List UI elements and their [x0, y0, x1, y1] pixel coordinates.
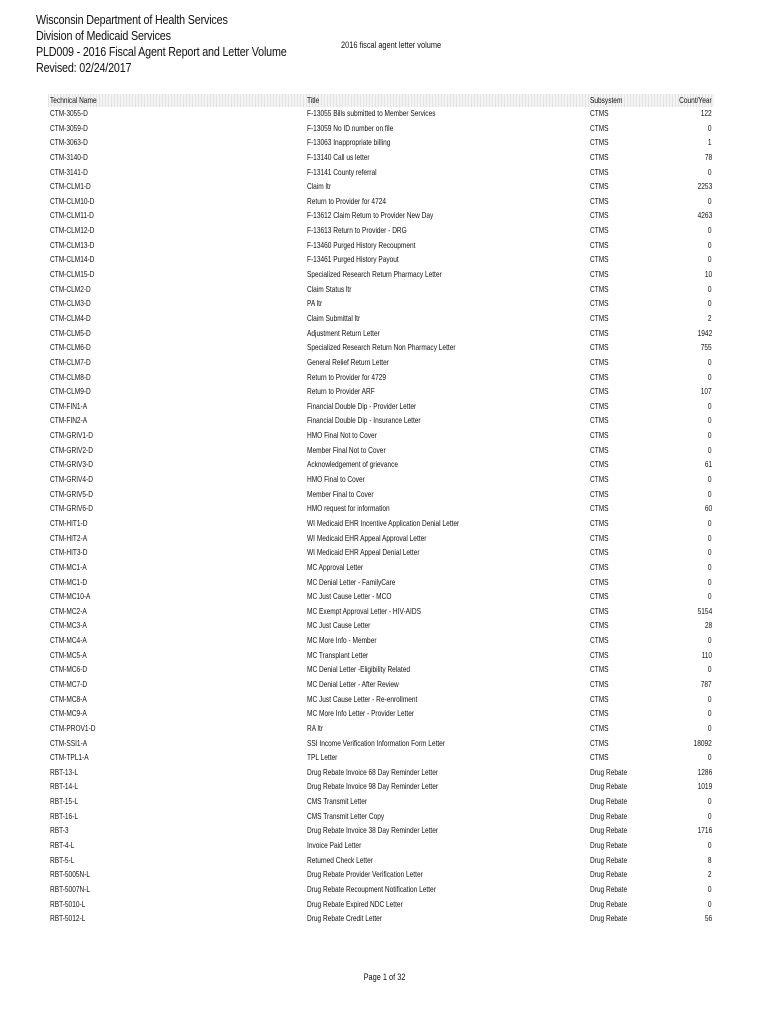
count-cell: 110 — [701, 650, 712, 660]
table-row — [48, 576, 714, 591]
count-cell: 2 — [708, 870, 712, 880]
table-row — [48, 766, 714, 781]
technical-name-cell: CTM-CLM6-D — [50, 343, 91, 353]
count-cell: 0 — [708, 196, 712, 206]
technical-name-cell: CTM-HIT1-D — [50, 518, 88, 528]
table-row — [48, 268, 714, 283]
technical-name-cell: CTM-CLM13-D — [50, 240, 95, 250]
subsystem-cell: CTMS — [590, 343, 609, 353]
count-cell: 787 — [701, 679, 712, 689]
table-row — [48, 590, 714, 605]
technical-name-cell: RBT-4-L — [50, 841, 75, 851]
table-row — [48, 737, 714, 752]
title-cell: Drug Rebate Invoice 68 Day Reminder Letter — [307, 767, 439, 777]
count-cell: 0 — [708, 577, 712, 587]
subsystem-cell: CTMS — [590, 606, 609, 616]
table-row — [48, 810, 714, 825]
subsystem-cell: CTMS — [590, 475, 609, 485]
title-cell: Return to Provider ARF — [307, 387, 375, 397]
count-cell: 1286 — [697, 767, 712, 777]
title-cell: WI Medicaid EHR Appeal Denial Letter — [307, 548, 420, 558]
technical-name-cell: CTM-MC5-A — [50, 650, 87, 660]
subsystem-cell: CTMS — [590, 679, 609, 689]
title-cell: MC Just Cause Letter - MCO — [307, 592, 392, 602]
subsystem-cell: CTMS — [590, 753, 609, 763]
technical-name-cell: CTM-3063-D — [50, 138, 88, 148]
table-row — [48, 751, 714, 766]
title-cell: F-13461 Purged History Payout — [307, 255, 399, 265]
technical-name-cell: CTM-CLM12-D — [50, 226, 95, 236]
technical-name-cell: CTM-GRIV1-D — [50, 431, 93, 441]
technical-name-cell: RBT-3 — [50, 826, 69, 836]
technical-name-cell: CTM-CLM7-D — [50, 357, 91, 367]
count-cell: 2 — [708, 313, 712, 323]
count-cell: 122 — [701, 109, 712, 118]
table-row — [48, 180, 714, 195]
subsystem-cell: CTMS — [590, 723, 609, 733]
table-row — [48, 795, 714, 810]
table-row — [48, 444, 714, 459]
page-footer — [0, 972, 770, 982]
table-row — [48, 253, 714, 268]
table-row — [48, 136, 714, 151]
title-cell: Financial Double Dip - Insurance Letter — [307, 416, 421, 426]
title-cell: F-13460 Purged History Recoupment — [307, 240, 416, 250]
count-cell: 0 — [708, 240, 712, 250]
subsystem-cell: CTMS — [590, 284, 609, 294]
title-cell: MC Transplant Letter — [307, 650, 369, 660]
subsystem-cell: CTMS — [590, 460, 609, 470]
technical-name-cell: CTM-HIT3-D — [50, 548, 88, 558]
title-cell: Return to Provider for 4724 — [307, 196, 387, 206]
subsystem-cell: CTMS — [590, 240, 609, 250]
subsystem-cell: CTMS — [590, 533, 609, 543]
column-header-technical-name: Technical Name — [50, 96, 97, 105]
technical-name-cell: RBT-14-L — [50, 782, 79, 792]
subsystem-cell: CTMS — [590, 562, 609, 572]
title-cell: HMO Final Not to Cover — [307, 431, 377, 441]
title-cell: Claim Submittal ltr — [307, 313, 361, 323]
title-cell: Drug Rebate Expired NDC Letter — [307, 899, 403, 909]
count-cell: 78 — [704, 152, 712, 162]
count-cell: 0 — [708, 533, 712, 543]
count-cell: 0 — [708, 226, 712, 236]
table-row — [48, 868, 714, 883]
title-cell: F-13140 Call us letter — [307, 152, 370, 162]
subsystem-cell: Drug Rebate — [590, 870, 628, 880]
title-cell: CMS Transmit Letter — [307, 797, 368, 807]
title-cell: WI Medicaid EHR Incentive Application Denial Letter — [307, 518, 460, 528]
count-cell: 0 — [708, 884, 712, 894]
count-cell: 0 — [708, 255, 712, 265]
subsystem-cell: CTMS — [590, 738, 609, 748]
table-row — [48, 151, 714, 166]
table-row — [48, 297, 714, 312]
count-cell: 0 — [708, 665, 712, 675]
table-row — [48, 634, 714, 649]
title-cell: MC Denial Letter -Eligibility Related — [307, 665, 411, 675]
technical-name-cell: CTM-MC4-A — [50, 636, 87, 646]
count-cell: 10 — [704, 270, 712, 280]
table-row — [48, 341, 714, 356]
count-cell: 0 — [708, 401, 712, 411]
column-header-subsystem: Subsystem — [590, 96, 623, 105]
count-cell: 61 — [704, 460, 712, 470]
count-cell: 0 — [708, 709, 712, 719]
table-row — [48, 532, 714, 547]
technical-name-cell: CTM-TPL1-A — [50, 753, 89, 763]
table-row — [48, 166, 714, 181]
subsystem-cell: CTMS — [590, 211, 609, 221]
count-cell: 0 — [708, 431, 712, 441]
technical-name-cell: CTM-CLM10-D — [50, 196, 95, 206]
title-cell: Drug Rebate Credit Letter — [307, 914, 382, 924]
subsystem-cell: CTMS — [590, 636, 609, 646]
technical-name-cell: CTM-GRIV6-D — [50, 504, 93, 514]
count-cell: 2253 — [697, 182, 712, 192]
title-cell: Acknowledgement of grievance — [307, 460, 399, 470]
table-row — [48, 209, 714, 224]
table-row — [48, 473, 714, 488]
title-cell: HMO Final to Cover — [307, 475, 365, 485]
count-cell: 0 — [708, 636, 712, 646]
table-row — [48, 722, 714, 737]
title-cell: MC Exempt Approval Letter - HIV-AIDS — [307, 606, 421, 616]
division-name: Division of Medicaid Services — [36, 29, 171, 43]
technical-name-cell: CTM-MC1-A — [50, 562, 87, 572]
subsystem-cell: CTMS — [590, 109, 609, 118]
subsystem-cell: CTMS — [590, 694, 609, 704]
table-row — [48, 458, 714, 473]
subsystem-cell: CTMS — [590, 357, 609, 367]
table-row — [48, 605, 714, 620]
count-cell: 0 — [708, 841, 712, 851]
table-row — [48, 283, 714, 298]
count-cell: 8 — [708, 855, 712, 865]
table-row — [48, 619, 714, 634]
table-row — [48, 693, 714, 708]
subsystem-cell: Drug Rebate — [590, 899, 628, 909]
subsystem-cell: Drug Rebate — [590, 855, 628, 865]
count-cell: 0 — [708, 753, 712, 763]
subsystem-cell: CTMS — [590, 621, 609, 631]
table-row — [48, 385, 714, 400]
technical-name-cell: CTM-3055-D — [50, 109, 88, 118]
count-cell: 107 — [701, 387, 712, 397]
subsystem-cell: Drug Rebate — [590, 914, 628, 924]
table-row — [48, 649, 714, 664]
table-row — [48, 312, 714, 327]
subsystem-cell: CTMS — [590, 123, 609, 133]
subsystem-cell: CTMS — [590, 196, 609, 206]
title-cell: WI Medicaid EHR Appeal Approval Letter — [307, 533, 427, 543]
technical-name-cell: CTM-CLM3-D — [50, 299, 91, 309]
subsystem-cell: CTMS — [590, 504, 609, 514]
table-row — [48, 663, 714, 678]
subsystem-cell: CTMS — [590, 387, 609, 397]
subsystem-cell: Drug Rebate — [590, 826, 628, 836]
technical-name-cell: RBT-15-L — [50, 797, 79, 807]
count-cell: 0 — [708, 372, 712, 382]
title-cell: MC More Info - Member — [307, 636, 377, 646]
title-cell: Specialized Research Return Non Pharmacy Letter — [307, 343, 456, 353]
technical-name-cell: CTM-CLM1-D — [50, 182, 91, 192]
technical-name-cell: CTM-GRIV2-D — [50, 445, 93, 455]
column-header-count-year: Count/Year — [679, 96, 712, 105]
title-cell: Drug Rebate Provider Verification Letter — [307, 870, 423, 880]
technical-name-cell: RBT-16-L — [50, 811, 79, 821]
technical-name-cell: CTM-MC9-A — [50, 709, 87, 719]
table-row — [48, 488, 714, 503]
technical-name-cell: CTM-MC6-D — [50, 665, 88, 675]
technical-name-cell: RBT-5005N-L — [50, 870, 91, 880]
count-cell: 0 — [708, 475, 712, 485]
subsystem-cell: CTMS — [590, 299, 609, 309]
title-cell: General Relief Return Letter — [307, 357, 389, 367]
title-cell: Return to Provider for 4729 — [307, 372, 387, 382]
count-cell: 0 — [708, 723, 712, 733]
count-cell: 4263 — [697, 211, 712, 221]
subsystem-cell: CTMS — [590, 665, 609, 675]
technical-name-cell: CTM-MC1-D — [50, 577, 88, 587]
table-row — [48, 780, 714, 795]
title-cell: Claim Status ltr — [307, 284, 352, 294]
title-cell: F-13141 County referral — [307, 167, 377, 177]
title-cell: MC Just Cause Letter — [307, 621, 371, 631]
title-cell: Drug Rebate Invoice 98 Day Reminder Letter — [307, 782, 439, 792]
title-cell: MC Denial Letter - After Review — [307, 679, 399, 689]
title-cell: Drug Rebate Invoice 38 Day Reminder Letter — [307, 826, 439, 836]
technical-name-cell: CTM-MC2-A — [50, 606, 87, 616]
table-row — [48, 195, 714, 210]
subsystem-cell: CTMS — [590, 138, 609, 148]
technical-name-cell: CTM-FIN1-A — [50, 401, 88, 411]
title-cell: Specialized Research Return Pharmacy Letter — [307, 270, 442, 280]
subsystem-cell: CTMS — [590, 592, 609, 602]
subsystem-cell: CTMS — [590, 431, 609, 441]
table-row — [48, 239, 714, 254]
table-header-row — [48, 94, 714, 107]
title-cell: Returned Check Letter — [307, 855, 373, 865]
table-row — [48, 429, 714, 444]
title-cell: Member Final to Cover — [307, 489, 374, 499]
count-cell: 60 — [704, 504, 712, 514]
revised-date: Revised: 02/24/2017 — [36, 61, 132, 75]
count-cell: 0 — [708, 899, 712, 909]
technical-name-cell: RBT-13-L — [50, 767, 79, 777]
subsystem-cell: CTMS — [590, 518, 609, 528]
table-row — [48, 854, 714, 869]
title-cell: F-13613 Return to Provider - DRG — [307, 226, 407, 236]
technical-name-cell: CTM-GRIV5-D — [50, 489, 93, 499]
column-header-title: Title — [307, 96, 320, 105]
count-cell: 0 — [708, 357, 712, 367]
table-row — [48, 561, 714, 576]
title-cell: TPL Letter — [307, 753, 338, 763]
table-row — [48, 883, 714, 898]
subsystem-cell: CTMS — [590, 650, 609, 660]
count-cell: 0 — [708, 167, 712, 177]
report-title: PLD009 - 2016 Fiscal Agent Report and Letter Volume — [36, 45, 287, 59]
count-cell: 5154 — [697, 606, 712, 616]
title-cell: PA ltr — [307, 299, 323, 309]
title-cell: Adjustment Return Letter — [307, 328, 380, 338]
count-cell: 0 — [708, 299, 712, 309]
subsystem-cell: CTMS — [590, 182, 609, 192]
technical-name-cell: CTM-CLM14-D — [50, 255, 95, 265]
technical-name-cell: CTM-HIT2-A — [50, 533, 88, 543]
technical-name-cell: CTM-CLM8-D — [50, 372, 91, 382]
technical-name-cell: CTM-3059-D — [50, 123, 88, 133]
technical-name-cell: CTM-CLM11-D — [50, 211, 94, 221]
subsystem-cell: CTMS — [590, 401, 609, 411]
count-cell: 1019 — [697, 782, 712, 792]
subsystem-cell: Drug Rebate — [590, 767, 628, 777]
subsystem-cell: Drug Rebate — [590, 797, 628, 807]
technical-name-cell: CTM-CLM9-D — [50, 387, 91, 397]
technical-name-cell: CTM-GRIV3-D — [50, 460, 93, 470]
technical-name-cell: RBT-5-L — [50, 855, 75, 865]
department-name: Wisconsin Department of Health Services — [36, 13, 228, 27]
title-cell: RA ltr — [307, 723, 324, 733]
title-cell: Financial Double Dip - Provider Letter — [307, 401, 417, 411]
subsystem-cell: Drug Rebate — [590, 811, 628, 821]
technical-name-cell: CTM-3140-D — [50, 152, 88, 162]
table-row — [48, 327, 714, 342]
subsystem-cell: CTMS — [590, 152, 609, 162]
count-cell: 0 — [708, 489, 712, 499]
subsystem-cell: CTMS — [590, 416, 609, 426]
title-cell: HMO request for information — [307, 504, 390, 514]
technical-name-cell: CTM-CLM2-D — [50, 284, 91, 294]
count-cell: 0 — [708, 694, 712, 704]
subsystem-cell: CTMS — [590, 328, 609, 338]
title-cell: F-13063 Inappropriate billing — [307, 138, 391, 148]
subsystem-cell: CTMS — [590, 445, 609, 455]
letter-volume-table — [48, 94, 714, 927]
table-row — [48, 912, 714, 927]
subsystem-cell: CTMS — [590, 372, 609, 382]
count-cell: 0 — [708, 123, 712, 133]
count-cell: 0 — [708, 811, 712, 821]
technical-name-cell: CTM-MC7-D — [50, 679, 88, 689]
subsystem-cell: Drug Rebate — [590, 782, 628, 792]
count-cell: 1 — [708, 138, 712, 148]
title-cell: MC Denial Letter - FamilyCare — [307, 577, 396, 587]
technical-name-cell: CTM-CLM15-D — [50, 270, 95, 280]
table-body — [48, 107, 714, 927]
technical-name-cell: CTM-MC3-A — [50, 621, 87, 631]
technical-name-cell: CTM-MC8-A — [50, 694, 87, 704]
technical-name-cell: CTM-MC10-A — [50, 592, 91, 602]
table-row — [48, 502, 714, 517]
subsystem-cell: CTMS — [590, 577, 609, 587]
title-cell: F-13055 Bills submitted to Member Services — [307, 109, 436, 118]
count-cell: 18092 — [693, 738, 712, 748]
title-cell: Drug Rebate Recoupment Notification Letter — [307, 884, 436, 894]
subsystem-cell: CTMS — [590, 167, 609, 177]
table-row — [48, 414, 714, 429]
technical-name-cell: CTM-CLM4-D — [50, 313, 91, 323]
title-cell: MC Just Cause Letter - Re-enrollment — [307, 694, 418, 704]
title-cell: CMS Transmit Letter Copy — [307, 811, 385, 821]
count-cell: 1716 — [697, 826, 712, 836]
table-row — [48, 517, 714, 532]
table-row — [48, 678, 714, 693]
table-row — [48, 839, 714, 854]
table-row — [48, 356, 714, 371]
count-cell: 56 — [704, 914, 712, 924]
table-row — [48, 122, 714, 137]
title-cell: Claim ltr — [307, 182, 332, 192]
subsystem-cell: CTMS — [590, 489, 609, 499]
table-row — [48, 400, 714, 415]
table-row — [48, 898, 714, 913]
count-cell: 0 — [708, 518, 712, 528]
table-row — [48, 371, 714, 386]
subsystem-cell: CTMS — [590, 226, 609, 236]
technical-name-cell: CTM-SSI1-A — [50, 738, 88, 748]
subsystem-cell: Drug Rebate — [590, 841, 628, 851]
technical-name-cell: RBT-5012-L — [50, 914, 86, 924]
subsystem-cell: CTMS — [590, 270, 609, 280]
table-row — [48, 546, 714, 561]
title-cell: Member Final Not to Cover — [307, 445, 386, 455]
table-row — [48, 224, 714, 239]
title-cell: MC More Info Letter - Provider Letter — [307, 709, 415, 719]
title-cell: MC Approval Letter — [307, 562, 364, 572]
technical-name-cell: CTM-PROV1-D — [50, 723, 96, 733]
count-cell: 28 — [704, 621, 712, 631]
subsystem-cell: CTMS — [590, 255, 609, 265]
count-cell: 755 — [701, 343, 712, 353]
subsystem-cell: CTMS — [590, 709, 609, 719]
subsystem-cell: CTMS — [590, 548, 609, 558]
subsystem-cell: CTMS — [590, 313, 609, 323]
technical-name-cell: CTM-FIN2-A — [50, 416, 88, 426]
table-row — [48, 707, 714, 722]
count-cell: 0 — [708, 548, 712, 558]
table-row — [48, 107, 714, 122]
technical-name-cell: RBT-5007N-L — [50, 884, 91, 894]
title-cell: SSI Income Verification Information Form Letter — [307, 738, 445, 748]
technical-name-cell: CTM-GRIV4-D — [50, 475, 93, 485]
count-cell: 0 — [708, 797, 712, 807]
count-cell: 1942 — [697, 328, 712, 338]
report-subtitle: 2016 fiscal agent letter volume — [341, 40, 442, 50]
technical-name-cell: RBT-5010-L — [50, 899, 86, 909]
table-row — [48, 824, 714, 839]
title-cell: F-13059 No ID number on file — [307, 123, 394, 133]
count-cell: 0 — [708, 592, 712, 602]
count-cell: 0 — [708, 445, 712, 455]
page-number: Page 1 of 32 — [364, 972, 406, 982]
technical-name-cell: CTM-CLM5-D — [50, 328, 91, 338]
count-cell: 0 — [708, 562, 712, 572]
count-cell: 0 — [708, 284, 712, 294]
title-cell: Invoice Paid Letter — [307, 841, 362, 851]
subsystem-cell: Drug Rebate — [590, 884, 628, 894]
count-cell: 0 — [708, 416, 712, 426]
technical-name-cell: CTM-3141-D — [50, 167, 88, 177]
title-cell: F-13612 Claim Return to Provider New Day — [307, 211, 434, 221]
